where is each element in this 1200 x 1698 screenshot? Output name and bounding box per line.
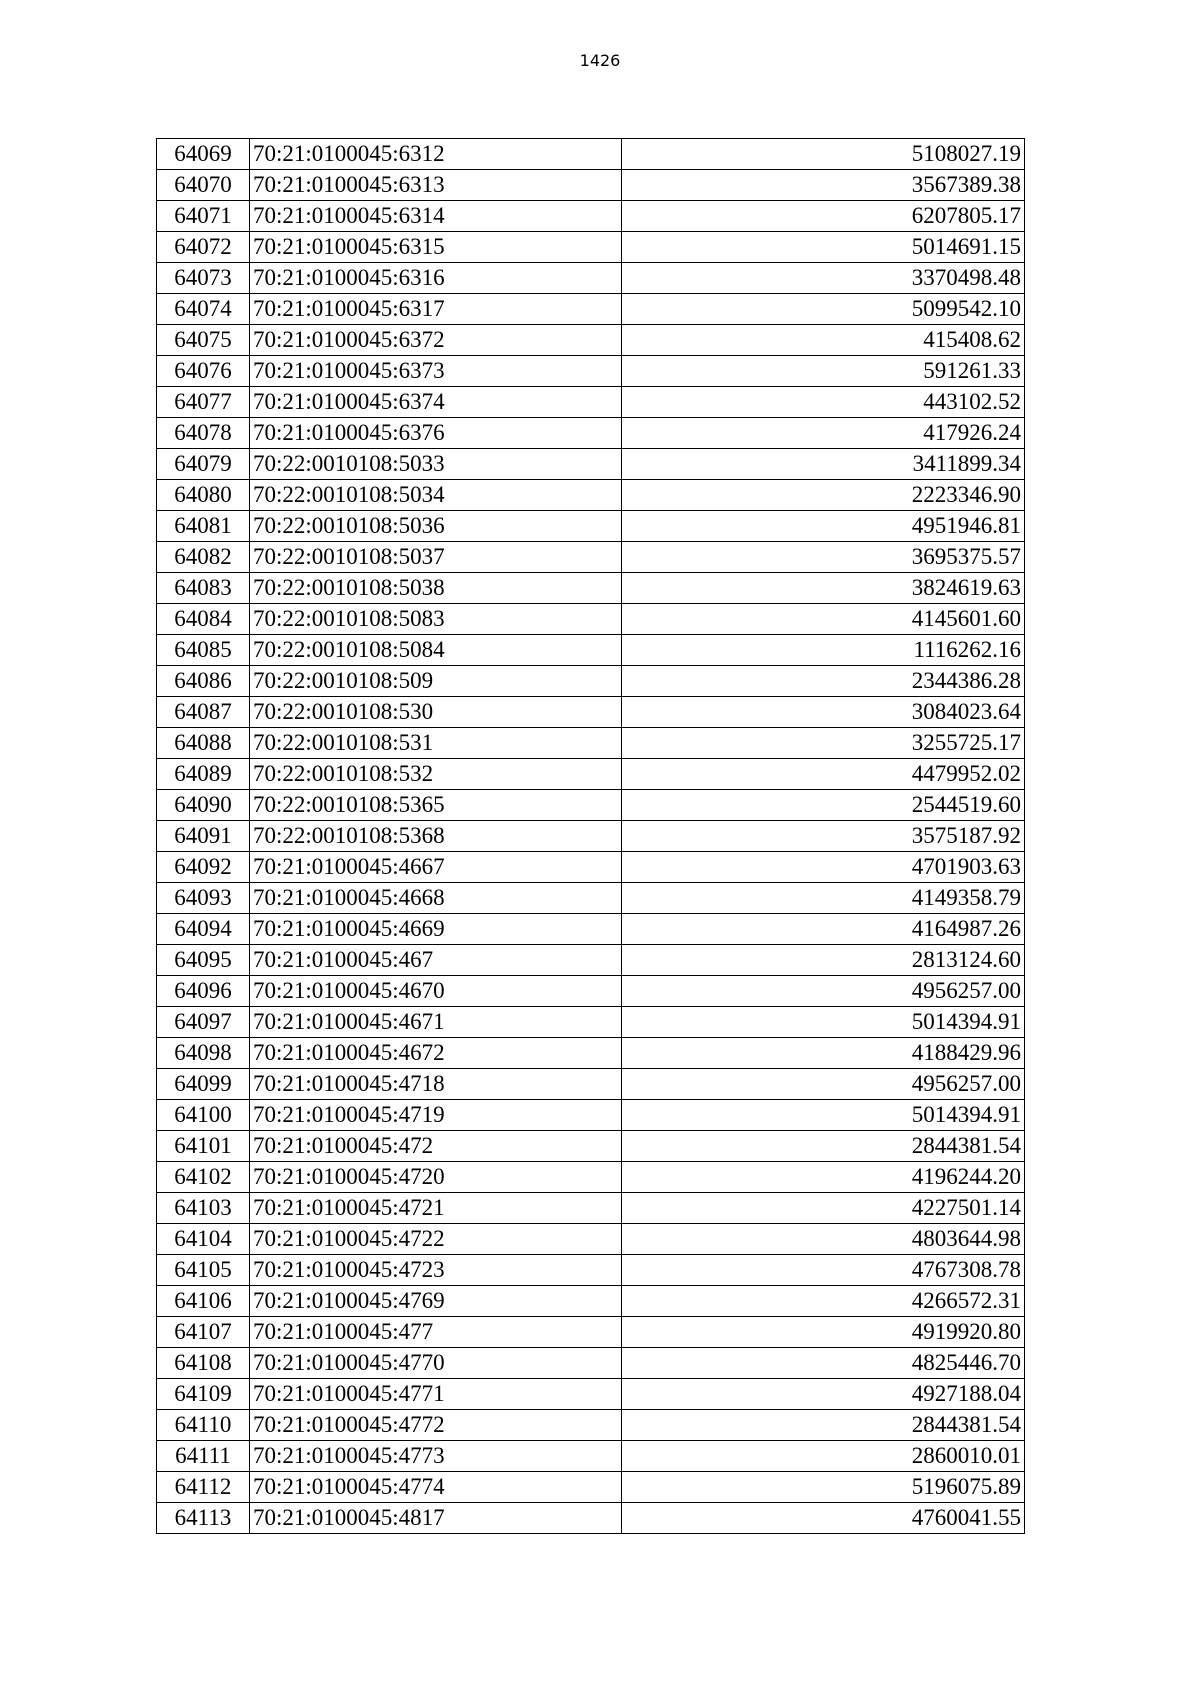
cadastral-value-cell: 3567389.38 — [622, 170, 1025, 201]
row-number-cell: 64109 — [157, 1379, 250, 1410]
table-row — [157, 201, 1025, 232]
table-row — [157, 232, 1025, 263]
row-number-cell: 64106 — [157, 1286, 250, 1317]
table-row — [157, 976, 1025, 1007]
table-row — [157, 945, 1025, 976]
row-number-cell: 64083 — [157, 573, 250, 604]
table-row — [157, 635, 1025, 666]
cadastral-number-cell: 70:22:0010108:5034 — [250, 480, 622, 511]
row-number-cell: 64111 — [157, 1441, 250, 1472]
cadastral-value-cell: 4266572.31 — [622, 1286, 1025, 1317]
cadastral-value-cell: 2844381.54 — [622, 1131, 1025, 1162]
table-row — [157, 1410, 1025, 1441]
cadastral-value-cell: 5099542.10 — [622, 294, 1025, 325]
cadastral-value-cell: 4149358.79 — [622, 883, 1025, 914]
cadastral-number-cell: 70:22:0010108:530 — [250, 697, 622, 728]
cadastral-value-cell: 2223346.90 — [622, 480, 1025, 511]
cadastral-number-cell: 70:21:0100045:4774 — [250, 1472, 622, 1503]
table-row — [157, 666, 1025, 697]
cadastral-number-cell: 70:21:0100045:4720 — [250, 1162, 622, 1193]
cadastral-value-cell: 2844381.54 — [622, 1410, 1025, 1441]
cadastral-number-cell: 70:21:0100045:4817 — [250, 1503, 622, 1534]
row-number-cell: 64078 — [157, 418, 250, 449]
cadastral-value-cell: 4927188.04 — [622, 1379, 1025, 1410]
cadastral-value-cell: 2544519.60 — [622, 790, 1025, 821]
cadastral-number-cell: 70:21:0100045:4721 — [250, 1193, 622, 1224]
table-row — [157, 1255, 1025, 1286]
cadastral-number-cell: 70:21:0100045:6312 — [250, 139, 622, 170]
cadastral-number-cell: 70:21:0100045:4770 — [250, 1348, 622, 1379]
row-number-cell: 64077 — [157, 387, 250, 418]
cadastral-value-cell: 2813124.60 — [622, 945, 1025, 976]
cadastral-number-cell: 70:21:0100045:4668 — [250, 883, 622, 914]
table-row — [157, 387, 1025, 418]
table-row — [157, 1131, 1025, 1162]
row-number-cell: 64086 — [157, 666, 250, 697]
row-number-cell: 64088 — [157, 728, 250, 759]
cadastral-value-cell: 4227501.14 — [622, 1193, 1025, 1224]
row-number-cell: 64105 — [157, 1255, 250, 1286]
table-row — [157, 294, 1025, 325]
cadastral-number-cell: 70:22:0010108:531 — [250, 728, 622, 759]
table-row — [157, 759, 1025, 790]
cadastral-number-cell: 70:21:0100045:4771 — [250, 1379, 622, 1410]
row-number-cell: 64101 — [157, 1131, 250, 1162]
table-row — [157, 1100, 1025, 1131]
table-row — [157, 1317, 1025, 1348]
cadastral-number-cell: 70:22:0010108:532 — [250, 759, 622, 790]
table-row — [157, 1224, 1025, 1255]
cadastral-number-cell: 70:21:0100045:6316 — [250, 263, 622, 294]
cadastral-value-cell: 3824619.63 — [622, 573, 1025, 604]
row-number-cell: 64103 — [157, 1193, 250, 1224]
table-row — [157, 139, 1025, 170]
table-row — [157, 1286, 1025, 1317]
row-number-cell: 64069 — [157, 139, 250, 170]
cadastral-value-cell: 5014394.91 — [622, 1100, 1025, 1131]
row-number-cell: 64074 — [157, 294, 250, 325]
table-row — [157, 449, 1025, 480]
table-row — [157, 1472, 1025, 1503]
cadastral-number-cell: 70:22:0010108:509 — [250, 666, 622, 697]
row-number-cell: 64108 — [157, 1348, 250, 1379]
table-row — [157, 852, 1025, 883]
cadastral-number-cell: 70:21:0100045:477 — [250, 1317, 622, 1348]
cadastral-value-cell: 3255725.17 — [622, 728, 1025, 759]
row-number-cell: 64076 — [157, 356, 250, 387]
row-number-cell: 64098 — [157, 1038, 250, 1069]
cadastral-value-cell: 4767308.78 — [622, 1255, 1025, 1286]
row-number-cell: 64079 — [157, 449, 250, 480]
table-body — [157, 139, 1025, 1534]
cadastral-value-cell: 4196244.20 — [622, 1162, 1025, 1193]
table-row — [157, 573, 1025, 604]
row-number-cell: 64075 — [157, 325, 250, 356]
cadastral-number-cell: 70:21:0100045:6314 — [250, 201, 622, 232]
cadastral-number-cell: 70:21:0100045:6374 — [250, 387, 622, 418]
cadastral-number-cell: 70:21:0100045:4667 — [250, 852, 622, 883]
cadastral-number-cell: 70:22:0010108:5036 — [250, 511, 622, 542]
row-number-cell: 64113 — [157, 1503, 250, 1534]
table-row — [157, 1162, 1025, 1193]
table-row — [157, 325, 1025, 356]
cadastral-value-cell: 4760041.55 — [622, 1503, 1025, 1534]
row-number-cell: 64095 — [157, 945, 250, 976]
cadastral-number-cell: 70:21:0100045:6372 — [250, 325, 622, 356]
cadastral-number-cell: 70:21:0100045:4719 — [250, 1100, 622, 1131]
row-number-cell: 64087 — [157, 697, 250, 728]
cadastral-number-cell: 70:21:0100045:4670 — [250, 976, 622, 1007]
cadastral-value-cell: 4145601.60 — [622, 604, 1025, 635]
cadastral-number-cell: 70:22:0010108:5084 — [250, 635, 622, 666]
table-row — [157, 1038, 1025, 1069]
row-number-cell: 64084 — [157, 604, 250, 635]
row-number-cell: 64090 — [157, 790, 250, 821]
row-number-cell: 64082 — [157, 542, 250, 573]
row-number-cell: 64097 — [157, 1007, 250, 1038]
cadastral-number-cell: 70:21:0100045:6376 — [250, 418, 622, 449]
row-number-cell: 64089 — [157, 759, 250, 790]
table-row — [157, 511, 1025, 542]
table-row — [157, 728, 1025, 759]
row-number-cell: 64081 — [157, 511, 250, 542]
cadastral-number-cell: 70:22:0010108:5038 — [250, 573, 622, 604]
row-number-cell: 64080 — [157, 480, 250, 511]
cadastral-value-cell: 5014691.15 — [622, 232, 1025, 263]
cadastral-value-cell: 4956257.00 — [622, 1069, 1025, 1100]
table-row — [157, 356, 1025, 387]
cadastral-value-cell: 443102.52 — [622, 387, 1025, 418]
cadastral-value-cell: 3575187.92 — [622, 821, 1025, 852]
cadastral-value-cell: 2344386.28 — [622, 666, 1025, 697]
cadastral-number-cell: 70:21:0100045:472 — [250, 1131, 622, 1162]
table-row — [157, 1379, 1025, 1410]
table-row — [157, 1007, 1025, 1038]
cadastral-value-cell: 4803644.98 — [622, 1224, 1025, 1255]
row-number-cell: 64073 — [157, 263, 250, 294]
table-row — [157, 604, 1025, 635]
table-row — [157, 1193, 1025, 1224]
cadastral-number-cell: 70:21:0100045:6313 — [250, 170, 622, 201]
table-row — [157, 1503, 1025, 1534]
cadastral-value-cell: 4188429.96 — [622, 1038, 1025, 1069]
table-row — [157, 883, 1025, 914]
cadastral-number-cell: 70:21:0100045:4718 — [250, 1069, 622, 1100]
row-number-cell: 64070 — [157, 170, 250, 201]
row-number-cell: 64102 — [157, 1162, 250, 1193]
row-number-cell: 64092 — [157, 852, 250, 883]
table-row — [157, 1069, 1025, 1100]
cadastral-number-cell: 70:22:0010108:5033 — [250, 449, 622, 480]
cadastral-value-cell: 417926.24 — [622, 418, 1025, 449]
cadastral-number-cell: 70:21:0100045:6373 — [250, 356, 622, 387]
page-number: 1426 — [579, 51, 621, 70]
cadastral-number-cell: 70:21:0100045:4669 — [250, 914, 622, 945]
row-number-cell: 64072 — [157, 232, 250, 263]
cadastral-number-cell: 70:21:0100045:6315 — [250, 232, 622, 263]
row-number-cell: 64071 — [157, 201, 250, 232]
table-row — [157, 1441, 1025, 1472]
cadastral-number-cell: 70:21:0100045:4671 — [250, 1007, 622, 1038]
cadastral-number-cell: 70:21:0100045:4773 — [250, 1441, 622, 1472]
cadastral-value-cell: 5196075.89 — [622, 1472, 1025, 1503]
cadastral-value-cell: 5014394.91 — [622, 1007, 1025, 1038]
cadastral-value-cell: 3084023.64 — [622, 697, 1025, 728]
cadastral-value-cell: 4956257.00 — [622, 976, 1025, 1007]
cadastral-number-cell: 70:22:0010108:5083 — [250, 604, 622, 635]
table-row — [157, 914, 1025, 945]
cadastral-value-cell: 3411899.34 — [622, 449, 1025, 480]
cadastral-number-cell: 70:21:0100045:4672 — [250, 1038, 622, 1069]
cadastral-value-cell: 4951946.81 — [622, 511, 1025, 542]
cadastral-number-cell: 70:21:0100045:4723 — [250, 1255, 622, 1286]
cadastral-value-cell: 415408.62 — [622, 325, 1025, 356]
table-row — [157, 170, 1025, 201]
cadastral-value-cell: 3695375.57 — [622, 542, 1025, 573]
row-number-cell: 64085 — [157, 635, 250, 666]
row-number-cell: 64107 — [157, 1317, 250, 1348]
cadastral-value-cell: 4919920.80 — [622, 1317, 1025, 1348]
table-row — [157, 821, 1025, 852]
cadastral-value-cell: 4825446.70 — [622, 1348, 1025, 1379]
row-number-cell: 64110 — [157, 1410, 250, 1441]
row-number-cell: 64093 — [157, 883, 250, 914]
cadastral-number-cell: 70:21:0100045:467 — [250, 945, 622, 976]
cadastral-value-table — [156, 138, 1025, 1534]
table-row — [157, 418, 1025, 449]
row-number-cell: 64099 — [157, 1069, 250, 1100]
row-number-cell: 64091 — [157, 821, 250, 852]
table-row — [157, 697, 1025, 728]
cadastral-number-cell: 70:22:0010108:5365 — [250, 790, 622, 821]
cadastral-value-cell: 6207805.17 — [622, 201, 1025, 232]
cadastral-value-cell: 4164987.26 — [622, 914, 1025, 945]
cadastral-number-cell: 70:21:0100045:4769 — [250, 1286, 622, 1317]
row-number-cell: 64096 — [157, 976, 250, 1007]
table-row — [157, 790, 1025, 821]
table-row — [157, 1348, 1025, 1379]
cadastral-value-cell: 2860010.01 — [622, 1441, 1025, 1472]
cadastral-value-cell: 4701903.63 — [622, 852, 1025, 883]
cadastral-value-cell: 4479952.02 — [622, 759, 1025, 790]
cadastral-number-cell: 70:21:0100045:6317 — [250, 294, 622, 325]
table-row — [157, 263, 1025, 294]
cadastral-value-cell: 5108027.19 — [622, 139, 1025, 170]
table-row — [157, 480, 1025, 511]
cadastral-number-cell: 70:21:0100045:4722 — [250, 1224, 622, 1255]
row-number-cell: 64100 — [157, 1100, 250, 1131]
row-number-cell: 64104 — [157, 1224, 250, 1255]
cadastral-number-cell: 70:21:0100045:4772 — [250, 1410, 622, 1441]
row-number-cell: 64112 — [157, 1472, 250, 1503]
cadastral-number-cell: 70:22:0010108:5037 — [250, 542, 622, 573]
cadastral-number-cell: 70:22:0010108:5368 — [250, 821, 622, 852]
cadastral-value-cell: 591261.33 — [622, 356, 1025, 387]
cadastral-value-cell: 3370498.48 — [622, 263, 1025, 294]
table-row — [157, 542, 1025, 573]
row-number-cell: 64094 — [157, 914, 250, 945]
cadastral-value-cell: 1116262.16 — [622, 635, 1025, 666]
